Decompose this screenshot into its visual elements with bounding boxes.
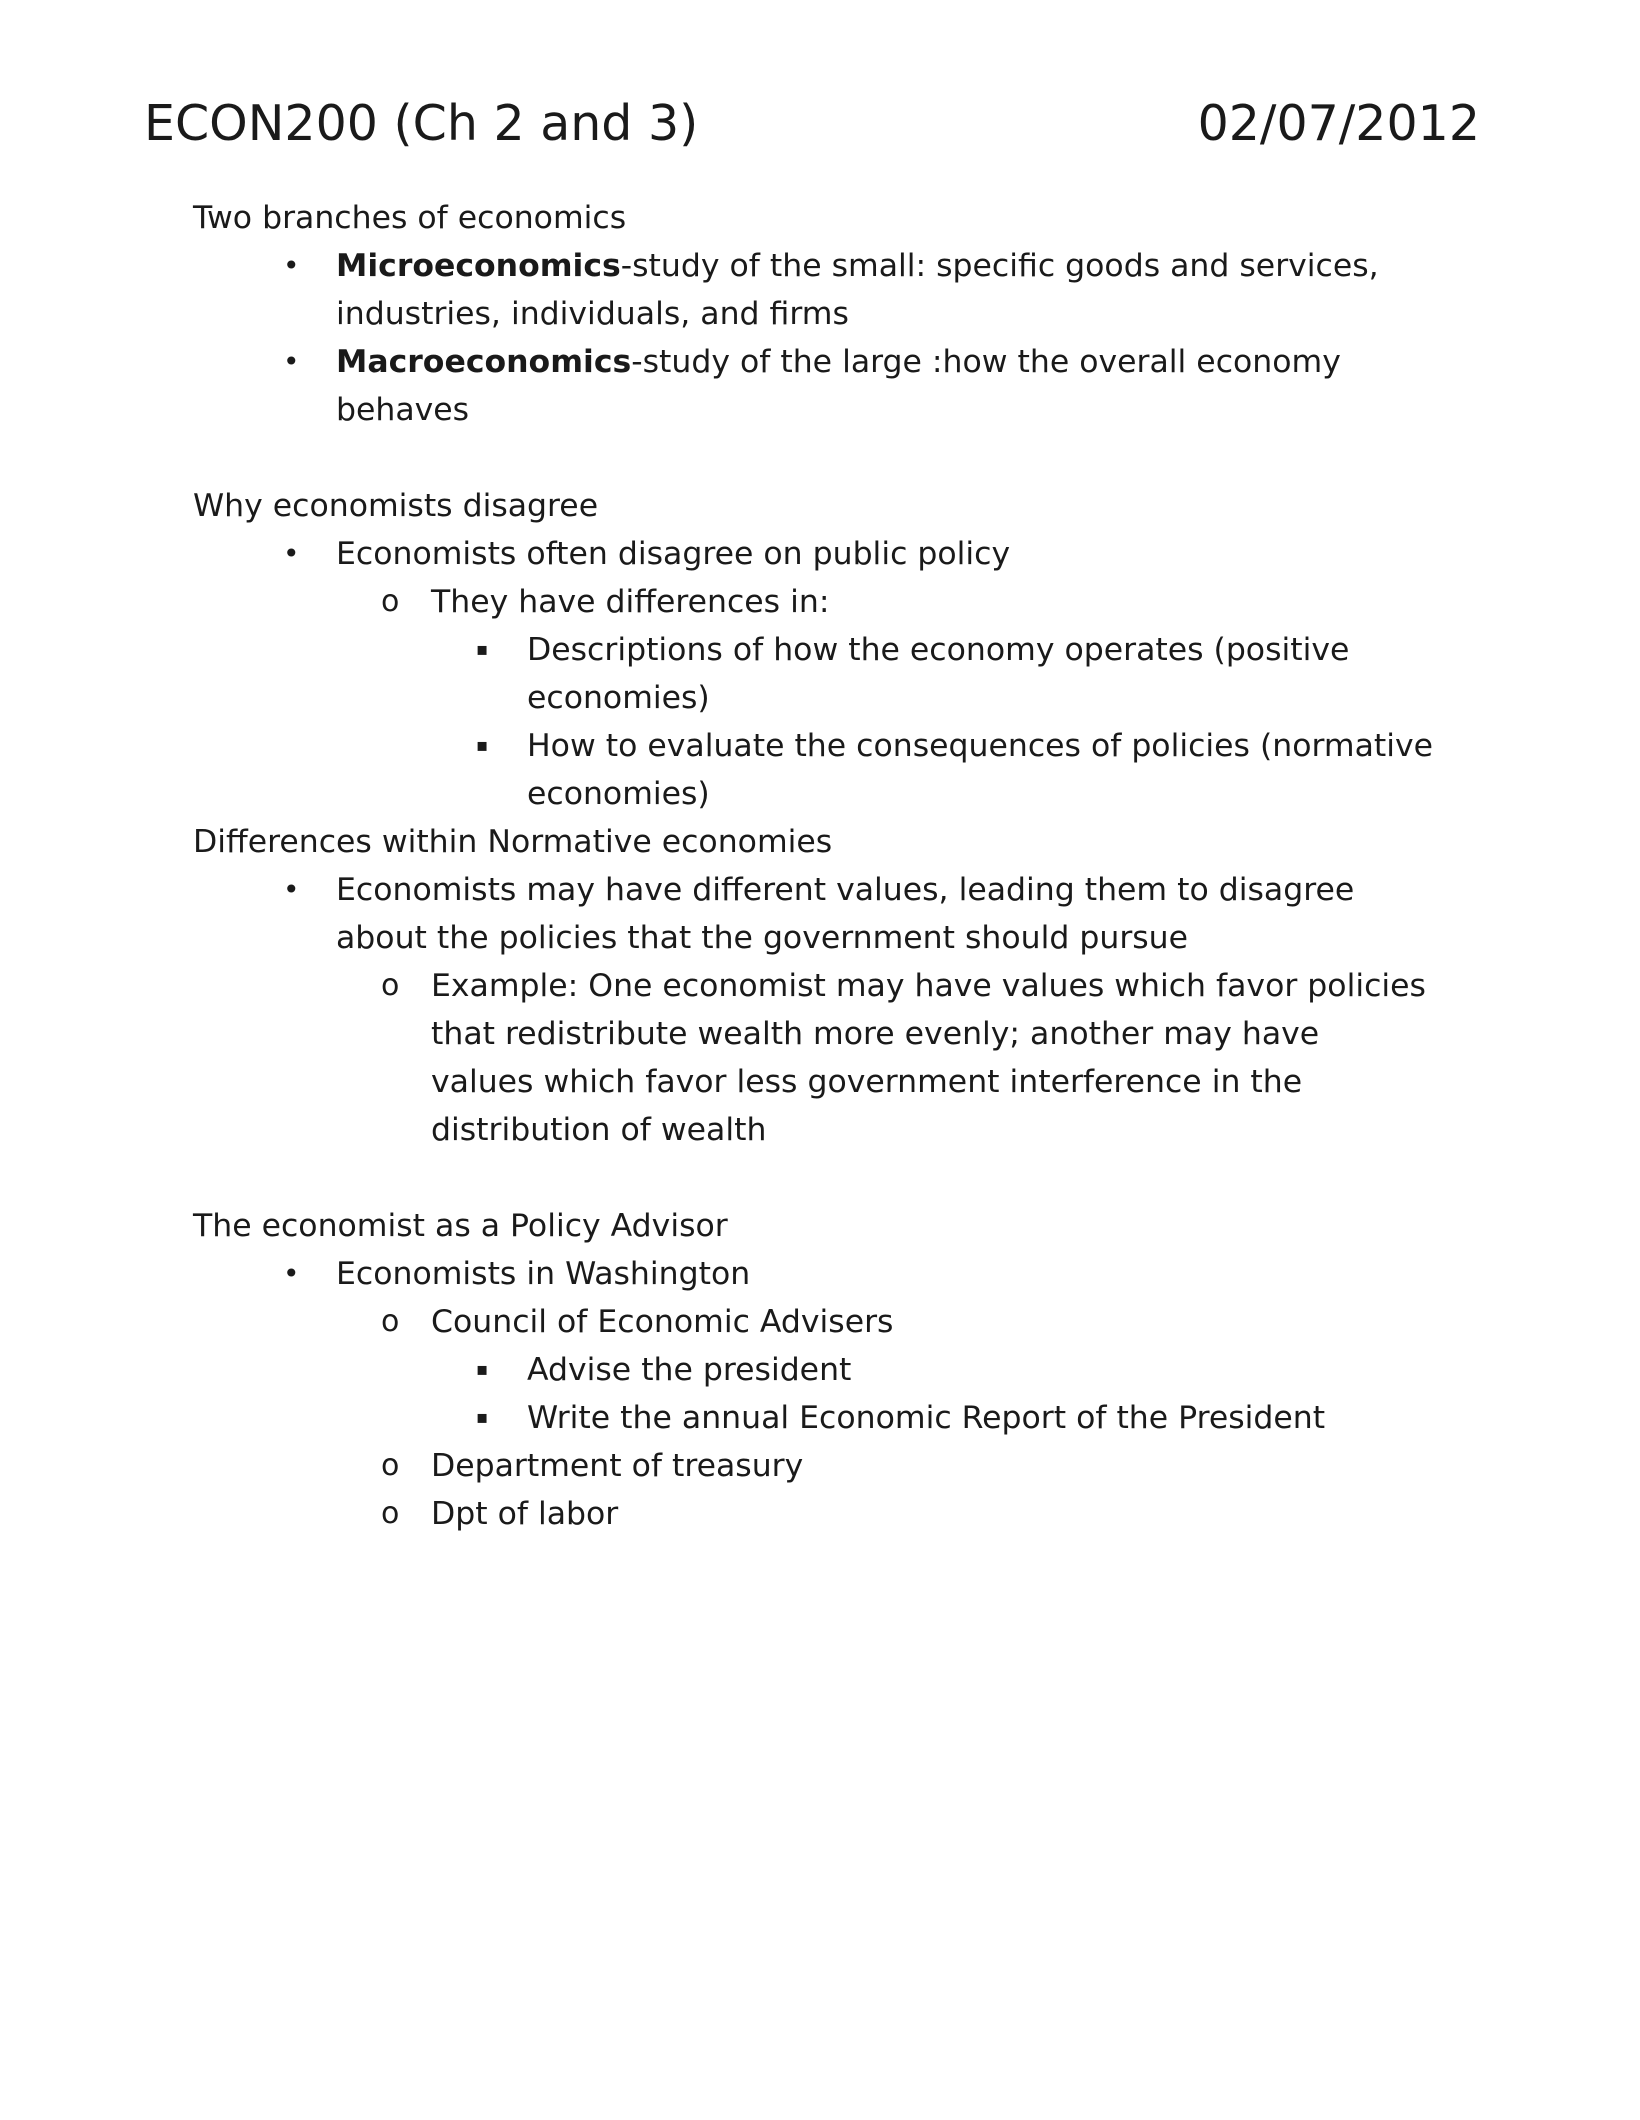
section-heading-branches: Two branches of economics: [193, 200, 627, 236]
list-item-text: Write the annual Economic Report of the President: [527, 1400, 1326, 1436]
section-heading-normative: Differences within Normative economies: [193, 824, 833, 860]
subsublist-item-positive: [193, 626, 1527, 722]
page-header: [144, 92, 1480, 156]
list-item-microeconomics: [193, 242, 1396, 338]
list-item-macroeconomics: [193, 338, 1396, 434]
definition-macroeconomics: -study of the large :how the overall economy behaves: [336, 344, 1341, 428]
list-item-policy-disagreement: [193, 530, 1396, 578]
blank-line: [193, 1154, 1453, 1202]
list-item-text: Council of Economic Advisers: [431, 1304, 894, 1340]
sublist-item-council: [193, 1298, 1431, 1346]
section-heading-advisor: The economist as a Policy Advisor: [193, 1208, 728, 1244]
sublist-item-differences: [193, 578, 1431, 626]
subsublist-item-report: [193, 1394, 1527, 1442]
square-marker: ▪: [476, 1407, 489, 1428]
list-item-text: How to evaluate the consequences of policies (normative economies): [527, 728, 1433, 812]
circle-marker: o: [381, 1304, 400, 1339]
definition-microeconomics: -study of the small: specific goods and services, industries, individuals, and firms: [336, 248, 1379, 332]
square-marker: ▪: [476, 1359, 489, 1380]
sublist-item-labor: [193, 1490, 1431, 1538]
bullet-marker: •: [283, 537, 300, 570]
list-item-text: Example: One economist may have values which favor policies that redistribute wealth more evenly; another may have values which favor less government interference in the distribution of wealth: [431, 968, 1426, 1148]
circle-marker: o: [381, 584, 400, 619]
bullet-marker: •: [283, 1257, 300, 1290]
list-item-text: Economists often disagree on public policy: [336, 536, 1011, 572]
circle-marker: o: [381, 968, 400, 1003]
list-item-text: Economists may have different values, leading them to disagree about the policies that the government should pursue: [336, 872, 1355, 956]
list-item-text: Dpt of labor: [431, 1496, 619, 1532]
list-item-washington: [193, 1250, 1396, 1298]
notes-body: [193, 194, 1453, 1538]
sublist-item-treasury: [193, 1442, 1431, 1490]
list-item-text: Department of treasury: [431, 1448, 804, 1484]
subsublist-item-normative: [193, 722, 1527, 818]
list-item-text: Economists in Washington: [336, 1256, 751, 1292]
square-marker: ▪: [476, 639, 489, 660]
bullet-marker: •: [283, 873, 300, 906]
subsublist-item-advise: [193, 1346, 1527, 1394]
blank-line: [193, 434, 1453, 482]
list-item-text: They have differences in:: [431, 584, 830, 620]
list-item-text: Descriptions of how the economy operates (positive economies): [527, 632, 1350, 716]
square-marker: ▪: [476, 735, 489, 756]
term-macroeconomics: Macroeconomics: [336, 344, 632, 380]
circle-marker: o: [381, 1496, 400, 1531]
term-microeconomics: Microeconomics: [336, 248, 621, 284]
circle-marker: o: [381, 1448, 400, 1483]
bullet-marker: •: [283, 345, 300, 378]
document-title: ECON200 (Ch 2 and 3): [144, 95, 699, 152]
sublist-item-example: [193, 962, 1431, 1154]
bullet-marker: •: [283, 249, 300, 282]
list-item-different-values: [193, 866, 1396, 962]
section-heading-disagree: Why economists disagree: [193, 488, 599, 524]
document-date: 02/07/2012: [1197, 95, 1480, 152]
list-item-text: Advise the president: [527, 1352, 852, 1388]
